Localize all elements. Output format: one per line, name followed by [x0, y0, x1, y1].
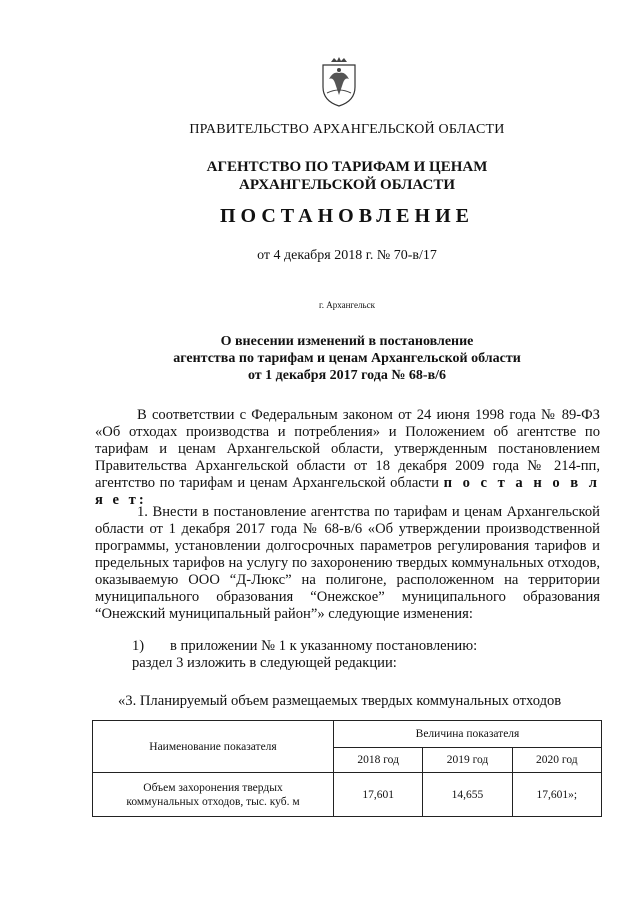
- row-indicator-name: [93, 773, 334, 817]
- document-subject: [27, 333, 640, 384]
- agency-name-line-1: АГЕНТСТВО ПО ТАРИФАМ И ЦЕНАМ: [206, 159, 488, 175]
- preamble-paragraph: [95, 407, 600, 509]
- table-row: [93, 773, 602, 817]
- item-1-text: 1. Внести в постановление агентства по тарифам и ценам Архангельской области от 1 декабря 2017 года № 68-в/6 «Об утверждении производственной программы, установлении долгосрочных параметров регулирования тарифов и предельных тарифов на услугу по захоронению твердых коммунальных отходов, оказываемую ООО “Д-Люкс” на полигоне, расположенном на территории муниципального образования “Онежское” муниципального образования “Онежский муниципальный район”» следующие изменения:: [95, 504, 600, 622]
- document-type: ПОСТАНОВЛЕНИЕ: [220, 205, 474, 227]
- subitem-text: в приложении № 1 к указанному постановлению:: [170, 638, 478, 654]
- col-group-header: Величина показателя: [334, 721, 602, 748]
- year-header-2020: 2020 год: [512, 748, 601, 773]
- item-1-paragraph: [95, 504, 600, 623]
- document-city: г. Архангельск: [319, 300, 375, 310]
- row-name-line-2: коммунальных отходов, тыс. куб. м: [126, 795, 300, 808]
- subitem-number: 1): [132, 638, 145, 654]
- document-date-number: от 4 декабря 2018 г. № 70-в/17: [257, 248, 437, 263]
- row-name-line-1: Объем захоронения твердых: [143, 781, 283, 794]
- subitem-line: [132, 638, 477, 655]
- preamble-text: В соответствии с Федеральным законом от 24 июня 1998 года № 89-ФЗ «Об отходах производства и потребления» и Положением об агентстве по тарифам и ценам Архангельской области, утвержденным постановлением Правительства Архангельской области от 18 декабря 2009 года № 214-пп, агентство по тарифам и ценам Архангельской области: [95, 407, 600, 491]
- year-header-2019: 2019 год: [423, 748, 512, 773]
- coat-of-arms-icon: [319, 57, 359, 107]
- government-name: ПРАВИТЕЛЬСТВО АРХАНГЕЛЬСКОЙ ОБЛАСТИ: [189, 122, 505, 137]
- subject-line-3: от 1 декабря 2017 года № 68-в/6: [247, 368, 447, 383]
- quoted-section-heading: «3. Планируемый объем размещаемых твердых коммунальных отходов: [118, 693, 562, 709]
- decides-word: п о с т а н о в л я е т:: [95, 475, 600, 508]
- subject-line-2: агентства по тарифам и ценам Архангельской области: [173, 351, 521, 366]
- agency-name-line-2: АРХАНГЕЛЬСКОЙ ОБЛАСТИ: [239, 177, 455, 193]
- subject-line-1: О внесении изменений в постановление: [220, 334, 474, 349]
- value-2018: 17,601: [334, 773, 423, 817]
- value-2020: 17,601»;: [512, 773, 601, 817]
- agency-name: [27, 158, 640, 194]
- section-instruction: раздел 3 изложить в следующей редакции:: [132, 655, 397, 671]
- col-name-header: Наименование показателя: [93, 721, 334, 773]
- indicators-table: [92, 720, 602, 817]
- value-2019: 14,655: [423, 773, 512, 817]
- year-header-2018: 2018 год: [334, 748, 423, 773]
